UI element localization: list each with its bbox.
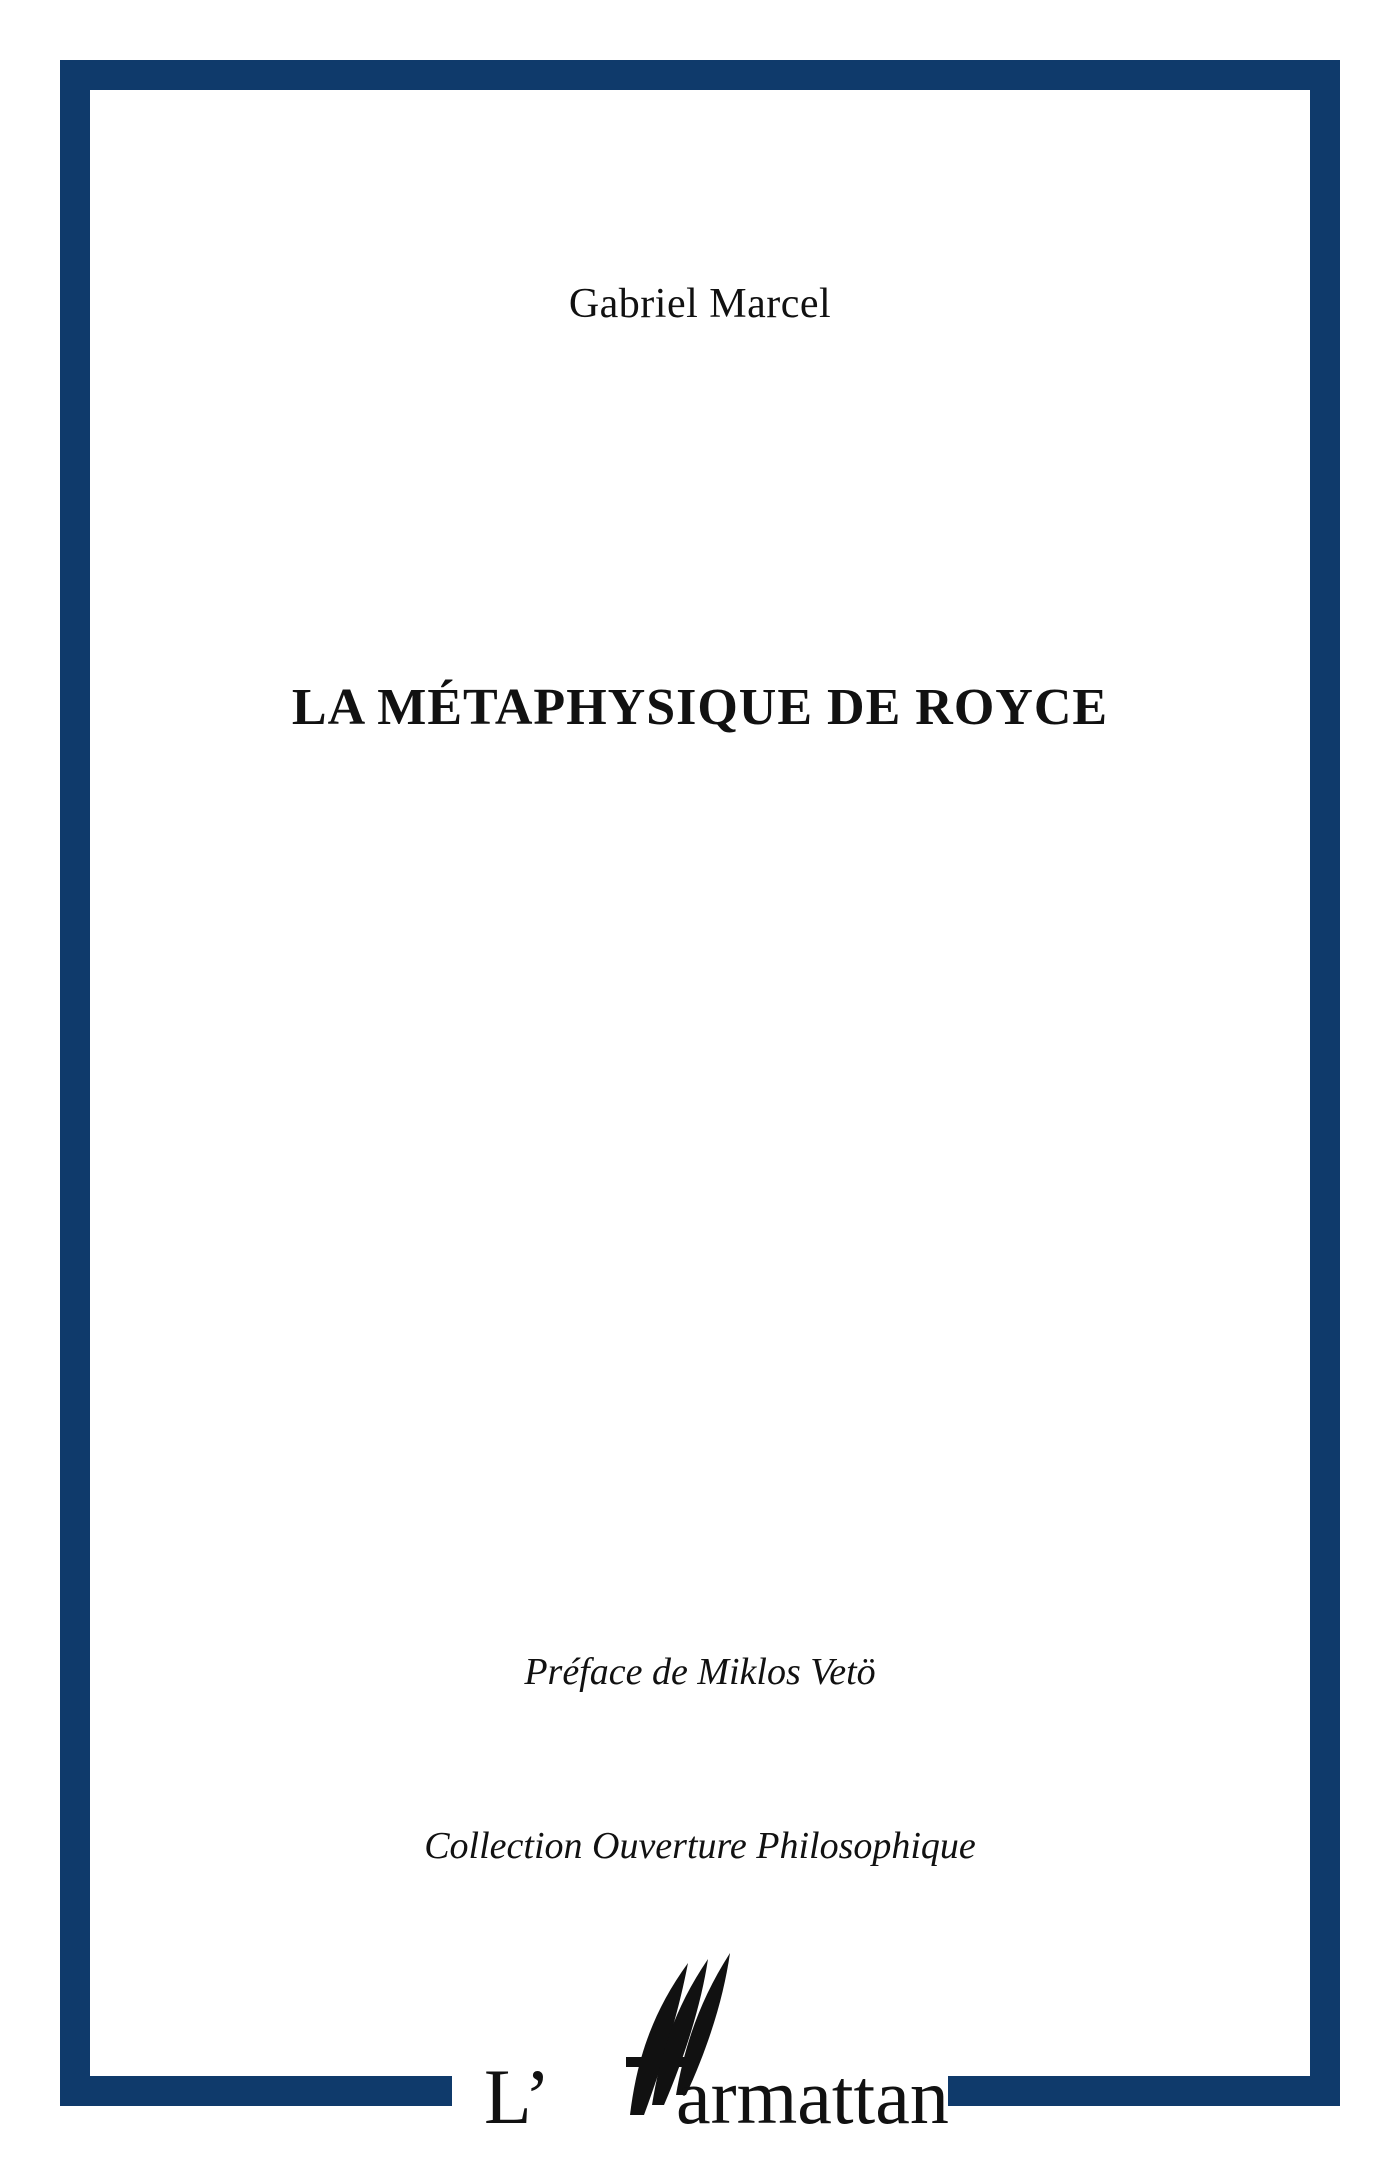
- publisher-logo: [480, 1945, 949, 2145]
- author-name: Gabriel Marcel: [568, 281, 832, 327]
- frame-top-bar: [60, 60, 1340, 90]
- frame-right-bar: [1310, 60, 1340, 2106]
- frame-left-bar: [60, 60, 90, 2106]
- frame-bottom-left-bar: [60, 2076, 452, 2106]
- collection-name: Collection Ouverture Philosophique: [424, 1825, 976, 1867]
- preface-credit: Préface de Miklos Vetö: [524, 1651, 876, 1693]
- publisher-name: L’: [484, 2053, 551, 2140]
- frame-bottom-right-bar: [948, 2076, 1340, 2106]
- publisher-name-rest: armattan: [676, 2053, 949, 2140]
- book-title: LA MÉTAPHYSIQUE DE ROYCE: [291, 679, 1109, 736]
